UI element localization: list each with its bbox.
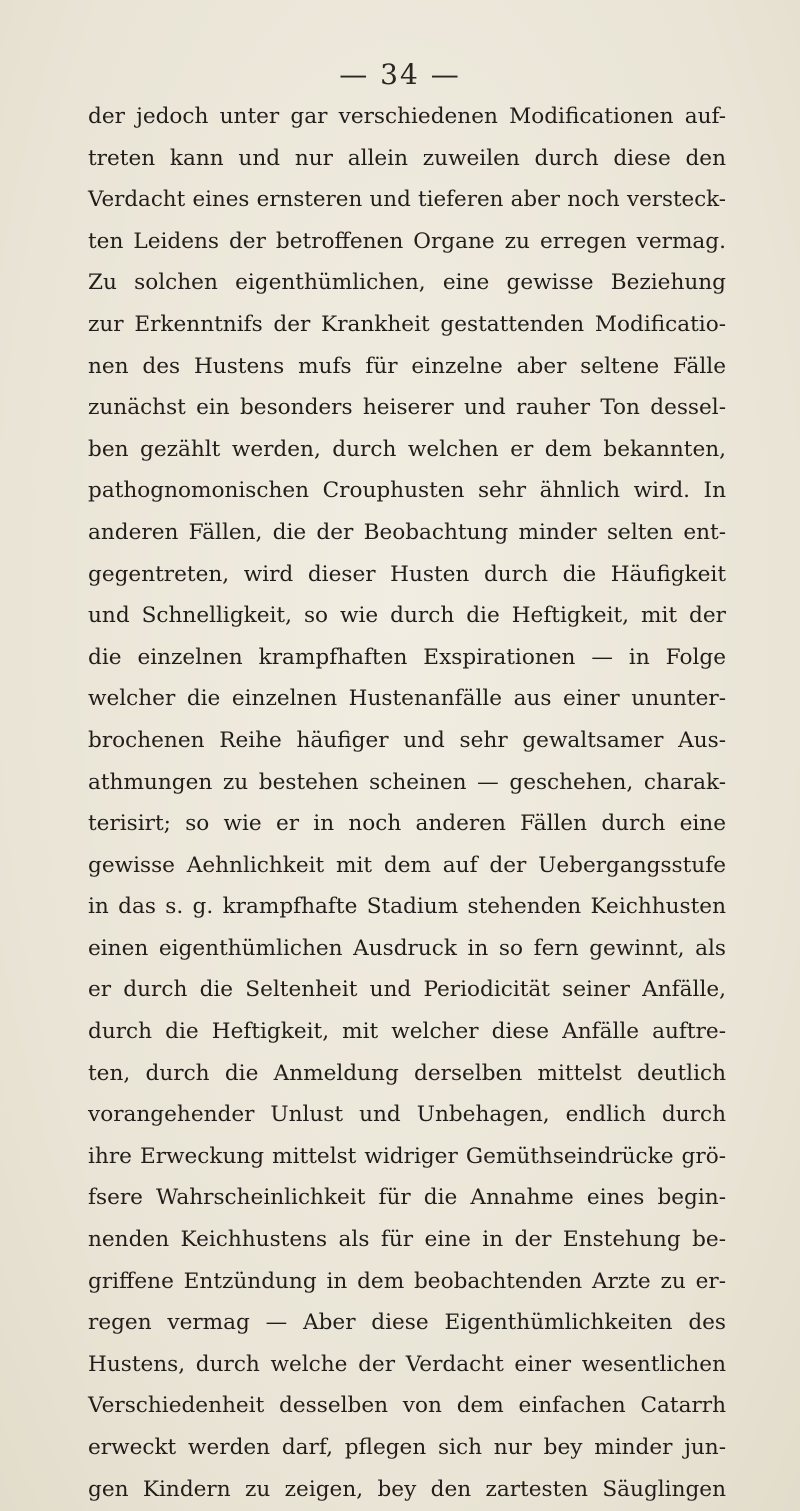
page-number: — 34 — — [339, 58, 461, 91]
text-line: griffene Entzündung in dem beobachtenden Arzte zu er- — [88, 1268, 726, 1294]
text-line: die einzelnen krampfhaften Exspirationen — in Folge — [88, 644, 726, 670]
text-line: terisirt; so wie er in noch anderen Fällen durch eine — [88, 811, 726, 837]
text-line: nen des Hustens mufs für einzelne aber seltene Fälle — [88, 353, 726, 379]
text-line: fsere Wahrscheinlichkeit für die Annahme eines begin- — [88, 1185, 726, 1211]
text-line: nenden Keichhustens als für eine in der Enstehung be- — [88, 1227, 726, 1253]
text-line: gegentreten, wird dieser Husten durch die Häufigkeit — [88, 561, 726, 587]
text-line: pathognomonischen Crouphusten sehr ähnlich wird. In — [88, 478, 726, 504]
text-line: treten kann und nur allein zuweilen durch diese den — [88, 145, 726, 171]
text-line: brochenen Reihe häufiger und sehr gewaltsamer Aus- — [88, 727, 726, 753]
body-text — [88, 96, 726, 1510]
text-line: Zu solchen eigenthümlichen, eine gewisse Beziehung — [88, 270, 726, 296]
text-line: einen eigenthümlichen Ausdruck in so fern gewinnt, als — [88, 935, 726, 961]
text-line: ten, durch die Anmeldung derselben mittelst deutlich — [88, 1060, 726, 1086]
text-line: und Schnelligkeit, so wie durch die Heftigkeit, mit der — [88, 603, 726, 629]
text-line: Verdacht eines ernsteren und tieferen aber noch versteck- — [88, 187, 726, 213]
text-line: welcher die einzelnen Hustenanfälle aus einer ununter- — [88, 686, 726, 712]
text-line: anderen Fällen, die der Beobachtung minder selten ent- — [88, 519, 726, 545]
text-line: erweckt werden darf, pflegen sich nur bey minder jun- — [88, 1435, 726, 1460]
text-line: durch die Heftigkeit, mit welcher diese Anfälle auftre- — [88, 1019, 726, 1045]
text-line: ben gezählt werden, durch welchen er dem bekannten, — [88, 436, 726, 462]
text-line: vorangehender Unlust und Unbehagen, endlich durch — [88, 1102, 726, 1128]
text-line: regen vermag — Aber diese Eigenthümlichkeiten des — [88, 1310, 726, 1336]
text-line: der jedoch unter gar verschiedenen Modificationen auf- — [88, 104, 726, 129]
text-line: athmungen zu bestehen scheinen — geschehen, charak- — [88, 769, 726, 795]
text-line: gewisse Aehnlichkeit mit dem auf der Uebergangsstufe — [88, 852, 726, 878]
text-line: er durch die Seltenheit und Periodicität seiner Anfälle, — [88, 977, 726, 1003]
text-line: Hustens, durch welche der Verdacht einer wesentlichen — [88, 1351, 726, 1377]
text-line: in das s. g. krampfhafte Stadium stehenden Keichhusten — [88, 894, 726, 920]
text-line: ihre Erweckung mittelst widriger Gemüthseindrücke grö- — [88, 1143, 726, 1169]
text-line: Verschiedenheit desselben von dem einfachen Catarrh — [88, 1393, 726, 1419]
text-line: zur Erkenntnifs der Krankheit gestattenden Modificatio- — [88, 311, 726, 337]
text-line: gen Kindern zu zeigen, bey den zartesten Säuglingen — [88, 1476, 726, 1502]
text-line: ten Leidens der betroffenen Organe zu erregen vermag. — [88, 228, 726, 254]
text-line: zunächst ein besonders heiserer und rauher Ton dessel- — [88, 395, 726, 421]
